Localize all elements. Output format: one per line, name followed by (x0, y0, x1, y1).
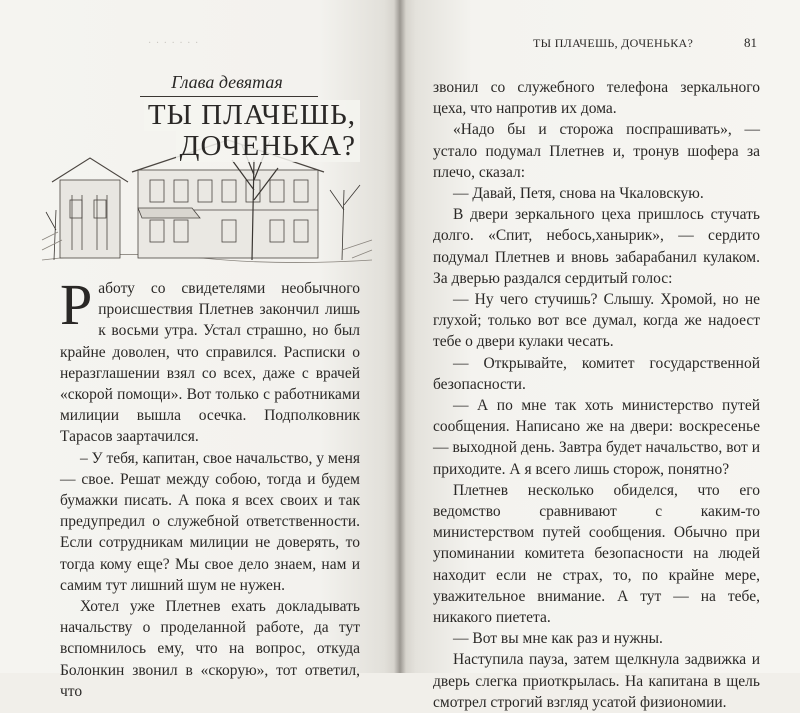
paragraph: — Открывайте, комитет государственной безопасности. (433, 354, 760, 393)
chapter-title-line-2: ДОЧЕНЬКА? (176, 131, 360, 162)
paragraph: «Надо бы и сторожа поспрашивать», — устало подумал Плетнев и, тронув шофера за плечо, сказал: (433, 121, 760, 181)
paragraph: В двери зеркального цеха пришлось стучать долго. «Спит, небось,ханырик», — сердито подумал Плетнев и вновь забарабанил кулаком. За дверью раздался сердитый голос: (433, 206, 760, 287)
paragraph: Наступила пауза, затем щелкнула задвижка и дверь слегка приоткрылась. На капитана в щель смотрел строгий взгляд усатой физиономии. (433, 651, 760, 711)
paragraph: звонил со служебного телефона зеркального цеха, что напротив их дома. (433, 79, 760, 118)
chapter-title-line-1: ТЫ ПЛАЧЕШЬ, (144, 100, 360, 131)
left-page (0, 0, 400, 700)
chapter-label: Глава девятая (171, 72, 283, 92)
paragraph: Работу со свидетелями необычного происшествия Плетнев закончил лишь к восьми утра. Устал страшно, но был крайне доволен, что справился. Расписки о неразглашении взял со всех, даже с врачей «скорой помощи». Вот только с работниками милиции вышла осечка. Подполковник Тарасов заартачился. (60, 272, 360, 446)
chapter-title (100, 100, 360, 162)
paragraph: — А по мне так хоть министерство путей сообщения. Написано же на двери: воскресенье — выходной день. Завтра будет начальство, вот и приходите. А я всего лишь сторож, понятно? (433, 397, 760, 478)
paragraph: — Вот вы мне как раз и нужны. (453, 630, 663, 648)
book-gutter (394, 0, 406, 673)
paragraph: Хотел уже Плетнев ехать докладывать начальству о проделанной работе, да тут вспомнилось ему, что на вопрос, откуда Болонкин звонил в «скорую», тот ответил, что (60, 598, 360, 700)
paragraph: — Ну чего стучишь? Слышу. Хромой, но не глухой; только вот все думал, когда же надоест тебе о двери кулаки чесать. (433, 291, 760, 351)
paragraph: – У тебя, капитан, свое начальство, у меня — свое. Решат между собою, тогда и будем бумажки писать. А пока я всех своих и так предупредил о служебной ответственности. Если сотрудникам милиции не доверять, то тогда кому еще? Мы свое дело знаем, нам и самим тут лишний шум не нужен. (60, 449, 361, 594)
left-body-text (60, 272, 361, 702)
paragraph: — Давай, Петя, снова на Чкаловскую. (453, 185, 704, 203)
drop-cap: Р (60, 272, 93, 337)
page-number: 81 (744, 35, 757, 50)
chapter-rule (140, 96, 318, 97)
paragraph: Плетнев несколько обиделся, что его ведомство сравнивают с каким-то министерством путей сообщения. Обычно при упоминании комитета безопасности на людей находит если не страх, то, по крайне мере, уважительное внимание. А тут — на тебе, никакого пиетета. (433, 481, 760, 627)
show-through-header: · · · · · · · (148, 38, 200, 49)
running-head: ТЫ ПЛАЧЕШЬ, ДОЧЕНЬКА? (533, 36, 694, 50)
right-body-text (433, 77, 760, 713)
right-page (400, 0, 800, 711)
